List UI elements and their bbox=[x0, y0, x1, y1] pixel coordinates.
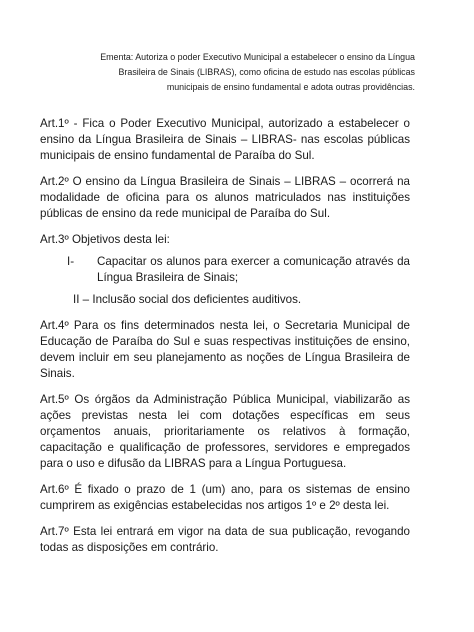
objective-item-2 bbox=[40, 292, 410, 308]
article-1: Art.1º - Fica o Poder Executivo Municipal, autorizado a estabelecer o ensino da Língua Brasileira de Sinais – LIBRAS- nas escolas públicas municipais de ensino fundamental de Paraíba do Sul. bbox=[40, 117, 410, 162]
objective-number: I- bbox=[67, 255, 75, 268]
article-3: Art.3º Objetivos desta lei: bbox=[40, 233, 170, 246]
objective-text: Inclusão social dos deficientes auditivos. bbox=[92, 293, 302, 306]
article-7: Art.7º Esta lei entrará em vigor na data de sua publicação, revogando todas as disposições em contrário. bbox=[40, 525, 410, 554]
article-6: Art.6º É fixado o prazo de 1 (um) ano, para os sistemas de ensino cumprirem as exigências estabelecidas nos artigos 1º e 2º desta lei. bbox=[40, 483, 410, 512]
law-body bbox=[40, 116, 410, 566]
article-5: Art.5º Os órgãos da Administração Pública Municipal, viabilizarão as ações previstas nesta lei com dotações específicas em seus orçamentos anuais, prioritariamente os relativos à formação, capacitação e qualificação de professores, servidores e empregados para o uso e difusão da LIBRAS para a Língua Portuguesa. bbox=[40, 393, 410, 470]
objective-item-1 bbox=[40, 254, 410, 286]
objective-number: II – bbox=[73, 293, 93, 306]
article-2: Art.2º O ensino da Língua Brasileira de Sinais – LIBRAS – ocorrerá na modalidade de oficina para os alunos matriculados nas instituições públicas de ensino da rede municipal de Paraíba do Sul. bbox=[40, 175, 410, 220]
article-4: Art.4º Para os fins determinados nesta lei, o Secretaria Municipal de Educação de Paraíba do Sul e suas respectivas instituições de ensino, devem incluir em seu planejamento as noções de Língua Brasileira de Sinais. bbox=[40, 319, 410, 380]
objective-text: Capacitar os alunos para exercer a comunicação através da Língua Brasileira de Sinais; bbox=[97, 255, 410, 284]
ementa-summary: Ementa: Autoriza o poder Executivo Municipal a estabelecer o ensino da Língua Brasileira de Sinais (LIBRAS), como oficina de estudo nas escolas públicas municipais de ensino fundamental e adota outras providências. bbox=[100, 52, 415, 92]
